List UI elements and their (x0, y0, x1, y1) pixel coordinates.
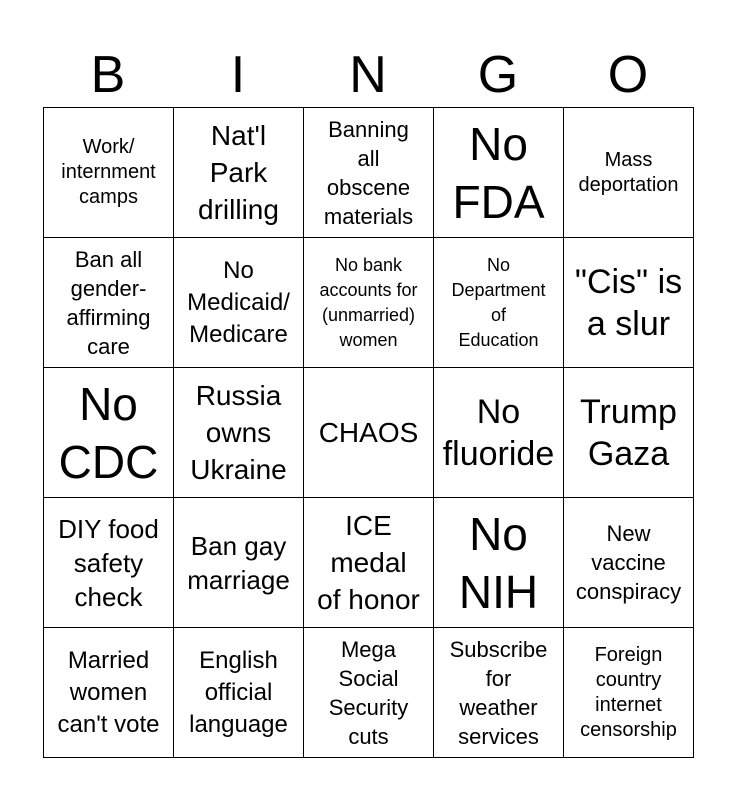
bingo-cell[interactable]: No fluoride (434, 368, 564, 498)
bingo-cell[interactable]: No FDA (434, 108, 564, 238)
header-letter-g: G (477, 46, 519, 104)
bingo-cell[interactable]: Subscribe for weather services (434, 628, 564, 758)
bingo-cell[interactable]: Ban all gender- affirming care (44, 238, 174, 368)
header-letter-o: O (607, 46, 649, 104)
bingo-cell[interactable]: Married women can't vote (44, 628, 174, 758)
header-letter-n: N (349, 46, 387, 104)
bingo-cell[interactable]: Foreign country internet censorship (564, 628, 694, 758)
bingo-cell[interactable]: Russia owns Ukraine (174, 368, 304, 498)
bingo-cell[interactable]: New vaccine conspiracy (564, 498, 694, 628)
bingo-cell[interactable]: No NIH (434, 498, 564, 628)
bingo-cell[interactable]: Ban gay marriage (174, 498, 304, 628)
bingo-cell[interactable]: No bank accounts for (unmarried) women (304, 238, 434, 368)
bingo-cell[interactable]: ICE medal of honor (304, 498, 434, 628)
bingo-cell[interactable]: Nat'l Park drilling (174, 108, 304, 238)
bingo-cell[interactable]: No CDC (44, 368, 174, 498)
bingo-header (43, 44, 693, 106)
bingo-cell[interactable]: No Medicaid/ Medicare (174, 238, 304, 368)
bingo-cell[interactable]: Work/ internment camps (44, 108, 174, 238)
header-letter-b: B (90, 46, 126, 104)
bingo-cell[interactable]: English official language (174, 628, 304, 758)
bingo-cell[interactable]: "Cis" is a slur (564, 238, 694, 368)
bingo-cell[interactable]: DIY food safety check (44, 498, 174, 628)
bingo-cell[interactable]: Mass deportation (564, 108, 694, 238)
bingo-board (43, 107, 694, 758)
header-letter-i: I (230, 46, 246, 104)
bingo-cell[interactable]: No Department of Education (434, 238, 564, 368)
bingo-cell[interactable]: Mega Social Security cuts (304, 628, 434, 758)
bingo-cell[interactable]: Trump Gaza (564, 368, 694, 498)
bingo-cell[interactable]: Banning all obscene materials (304, 108, 434, 238)
free-space-cell[interactable]: CHAOS (304, 368, 434, 498)
